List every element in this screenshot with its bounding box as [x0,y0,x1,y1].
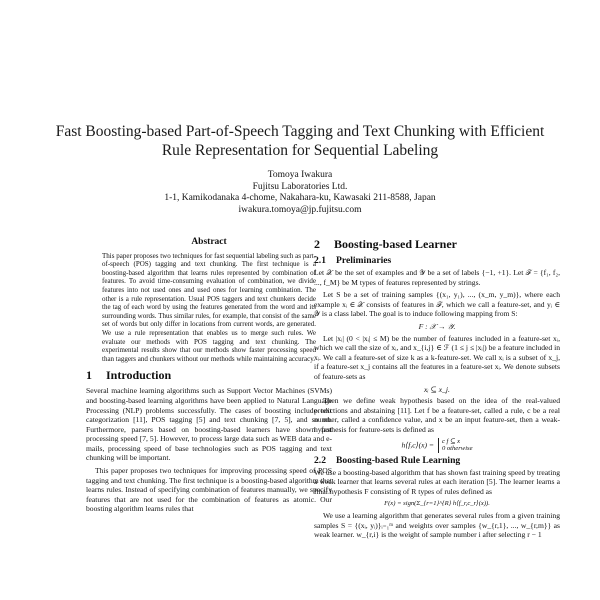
equation-case-1: c f ⊆ x [441,437,461,445]
section-title: Introduction [106,368,172,383]
subsection-title: Preliminaries [336,255,392,266]
right-column [314,238,560,543]
subsection-heading-preliminaries [314,255,560,266]
section-heading-introduction [86,369,332,382]
paper-title: Fast Boosting-based Part-of-Speech Tagging and Text Chunking with Efficient Rule Representation for Sequential Labeling [55,123,545,159]
intro-paragraph-2: This paper proposes two techniques for improving processing speed of POS tagging and text chunking. The first technique is a boosting-based algorithm that learns rules. Instead of specifying combination of features manually, we specify features that are not used for the combination of features as atomic. Our boosting algorithm learns rules that [86,466,332,514]
author-address: 1-1, Kamikodanaka 4-chome, Nakahara-ku, Kawasaki 211-8588, Japan [164,193,436,203]
author-block [140,170,460,216]
subsection-heading-rule-learning [314,455,560,466]
prelim-paragraph-1: Let 𝒳 be the set of examples and 𝒴 be a set of labels {−1, +1}. Let ℱ = {f₁, f₂, ..., f_M} be M types of features represented by strings. [314,268,560,287]
section-title: Boosting-based Learner [334,237,457,251]
abstract-text: This paper proposes two techniques for fast sequential labeling such as part-of-speech (POS) tagging and text chunking. The first technique is a boosting-based algorithm that learns rules represented by combination of features. To avoid time-consuming evaluation of combination, we divide features into not used ones and used ones for learning combination. The other is a rule representation. Usual POS taggers and text chunkers decide the tag of each word by using the features generated from the word and its surrounding words. Thus similar rules, for example, that consist of the same set of words but only differ in locations from current words, are generated. We use a rule representation that enables us to merge such rules. We evaluate our methods with POS tagging and text chunking. The experimental results show that our methods show faster processing speed than taggers and chunkers without our methods while maintaining accuracy. [102,251,316,363]
prelim-paragraph-4: Then we define weak hypothesis based on the idea of the real-valued predictions and abstaining [11]. Let f be a feature-set, called a rule, c be a real number, called a confidence value, and x be an input feature-set, then a weak-hypothesis for feature-sets is defined as [314,396,560,434]
author-affiliation: Fujitsu Laboratories Ltd. [252,181,348,192]
intro-paragraph-1: Several machine learning algorithms such as Support Vector Machines (SVMs) and boosting-based learning algorithms have been applied to Natural Language Processing (NLP) problems successfully. The cases of boosting include text categorization [11], POS tagging [5] and text chunking [7, 5], and so on. Furthermore, parsers based on boosting-based learners have shown fast processing speed [7, 5]. However, to process large data such as WEB data and e-mails, processing speed of base technologies such as POS tagging and text chunking will be important. [86,386,332,463]
left-column [86,238,332,517]
prelim-paragraph-3: Let |xᵢ| (0 < |xᵢ| ≤ M) be the number of features included in a feature-set xᵢ, which we call the size of xᵢ, and x_{i,j} ∈ ℱ (1 ≤ j ≤ |xᵢ|) be a feature included in xᵢ. We call a feature-set of size k as a k-feature-set. We call xᵢ is a subset of x_j, if a feature-set x_j contains all the features in a feature-set xᵢ. We denote subsets of feature-sets as [314,333,560,381]
abstract-heading: Abstract [191,237,227,247]
equation-final-hypothesis: F(x) = sign(Σ_{r=1}^{R} h⟨f_r,c_r⟩(x)). [384,500,490,508]
rule-learning-paragraph-1: We use a boosting-based algorithm that has shown fast training speed by treating a weak learner that learns several rules at each iteration [5]. The learner learns a final hypothesis F consisting of R types of rules defined as [314,467,560,496]
section-number: 1 [86,368,92,383]
prelim-paragraph-2: Let S be a set of training samples {(x₁, y₁), ..., (x_m, y_m)}, where each example xᵢ ∈ 𝒳 consists of features in ℱ, which we call a feature-set, and yᵢ ∈ 𝒴 is a class label. The goal is to induce following mapping from S: [314,290,560,319]
rule-learning-paragraph-2: We use a learning algorithm that generates several rules from a given training samples S = {(xᵢ, yᵢ)}ᵢ₌₁ᵐ and weights over samples {w_{r,1}, ..., w_{r,m}} as weak learner. w_{r,i} is the weight of sample number i after selecting r − 1 [314,511,560,540]
subsection-title: Boosting-based Rule Learning [336,454,461,466]
equation-cases [438,438,473,453]
author-email: iwakura.tomoya@jp.fujitsu.com [238,204,362,215]
equation-mapping: F : 𝒳 → 𝒴. [418,321,456,331]
author-name: Tomoya Iwakura [267,170,333,180]
equation-subset: xᵢ ⊆ x_j. [424,384,450,394]
equation-lhs: h⟨f,c⟩(x) = [401,439,435,449]
section-heading-boosting [314,238,560,251]
equation-case-2: 0 otherwise [441,445,473,453]
subsection-number: 2.1 [314,255,326,266]
section-number: 2 [314,237,320,251]
equation-weak-hypothesis [314,438,560,453]
subsection-number: 2.2 [314,454,326,466]
